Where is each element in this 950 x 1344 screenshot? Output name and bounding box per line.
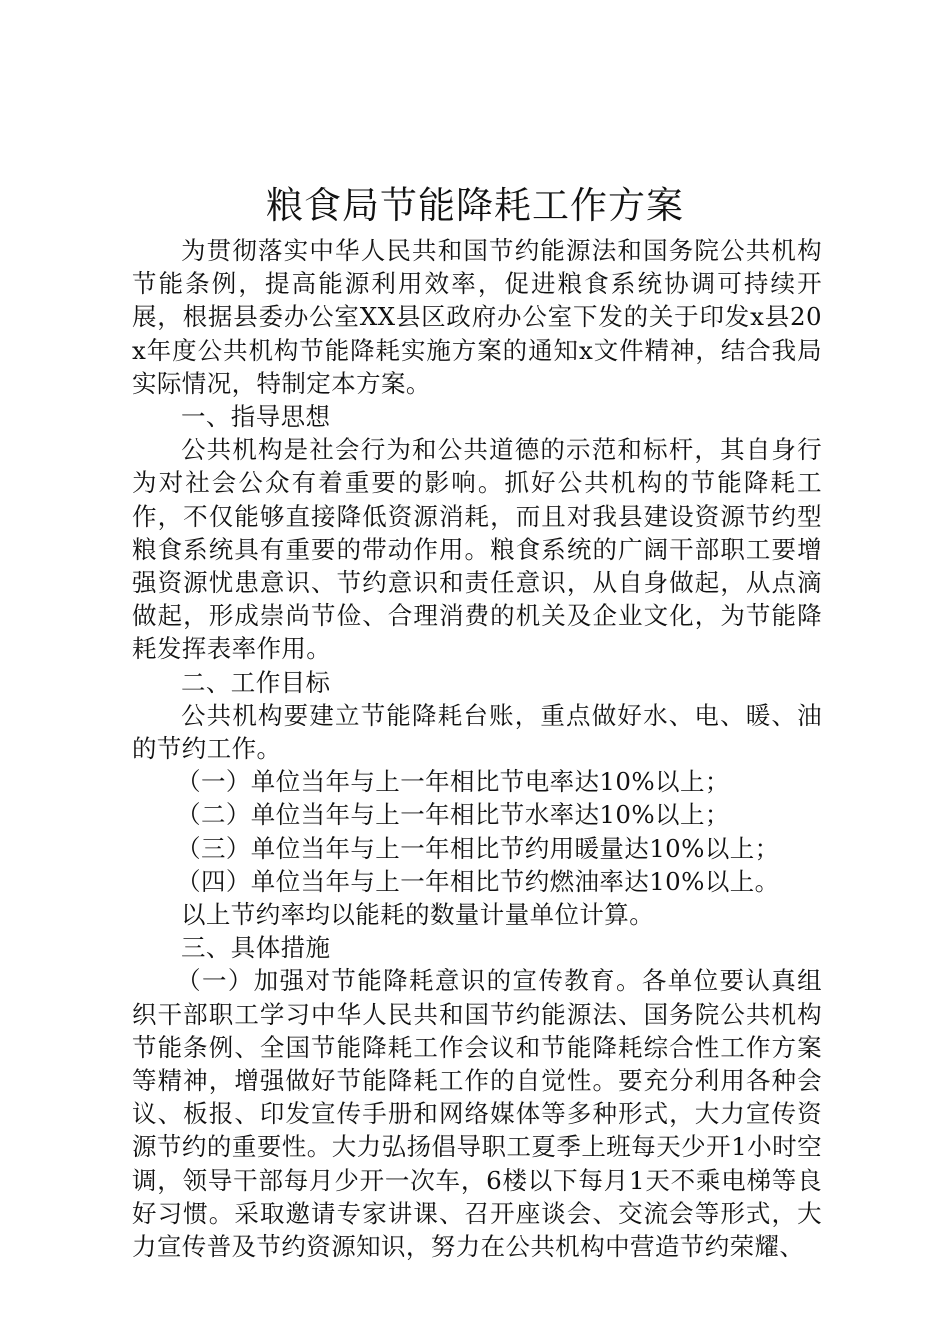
goal-item-electricity: （一）单位当年与上一年相比节电率达10%以上； [176, 767, 730, 797]
intro-paragraph: 为贯彻落实中华人民共和国节约能源法和国务院公共机构节能条例，提高能源利用效率，促进粮食系统协调可持续开展，根据县委办公室XX县区政府办公室下发的关于印发x县20x年度公共机构节能降耗实施方案的通知x文件精神，结合我局实际情况，特制定本方案。 [132, 236, 822, 398]
document-title: 粮食局节能降耗工作方案 [266, 184, 684, 227]
work-goals-paragraph: 公共机构要建立节能降耗台账，重点做好水、电、暖、油的节约工作。 [132, 700, 822, 764]
goal-note-paragraph: 以上节约率均以能耗的数量计量单位计算。 [181, 900, 655, 930]
measure-item-publicity: （一）加强对节能降耗意识的宣传教育。各单位要认真组织干部职工学习中华人民共和国节约能源法、国务院公共机构节能条例、全国节能降耗工作会议和节能降耗综合性工作方案等精神，增强做好节能降耗工作的自觉性。要充分利用各种会议、板报、印发宣传手册和网络媒体等多种形式，大力宣传资源节约的重要性。大力弘扬倡导职工夏季上班每天少开1小时空调，领导干部每月少开一次车，6楼以下每月1天不乘电梯等良好习惯。采取邀请专家讲课、召开座谈会、交流会等形式，大力宣传普及节约资源知识，努力在公共机构中营造节约荣耀、 [132, 966, 822, 1262]
goal-item-fuel: （四）单位当年与上一年相比节约燃油率达10%以上。 [176, 866, 780, 896]
section-heading-measures: 三、具体措施 [181, 933, 331, 963]
section-heading-guiding-thought: 一、指导思想 [181, 402, 331, 432]
document-body [132, 234, 822, 1263]
guiding-thought-paragraph: 公共机构是社会行为和公共道德的示范和标杆，其自身行为对社会公众有着重要的影响。抓好公共机构的节能降耗工作，不仅能够直接降低资源消耗，而且对我县建设资源节约型粮食系统具有重要的带动作用。粮食系统的广阔干部职工要增强资源忧患意识、节约意识和责任意识，从自身做起，从点滴做起，形成崇尚节俭、合理消费的机关及企业文化，为节能降耗发挥表率作用。 [132, 435, 822, 664]
section-heading-work-goals: 二、工作目标 [181, 667, 331, 697]
goal-item-water: （二）单位当年与上一年相比节水率达10%以上； [176, 800, 730, 830]
goal-item-heating: （三）单位当年与上一年相比节约用暖量达10%以上； [176, 833, 780, 863]
